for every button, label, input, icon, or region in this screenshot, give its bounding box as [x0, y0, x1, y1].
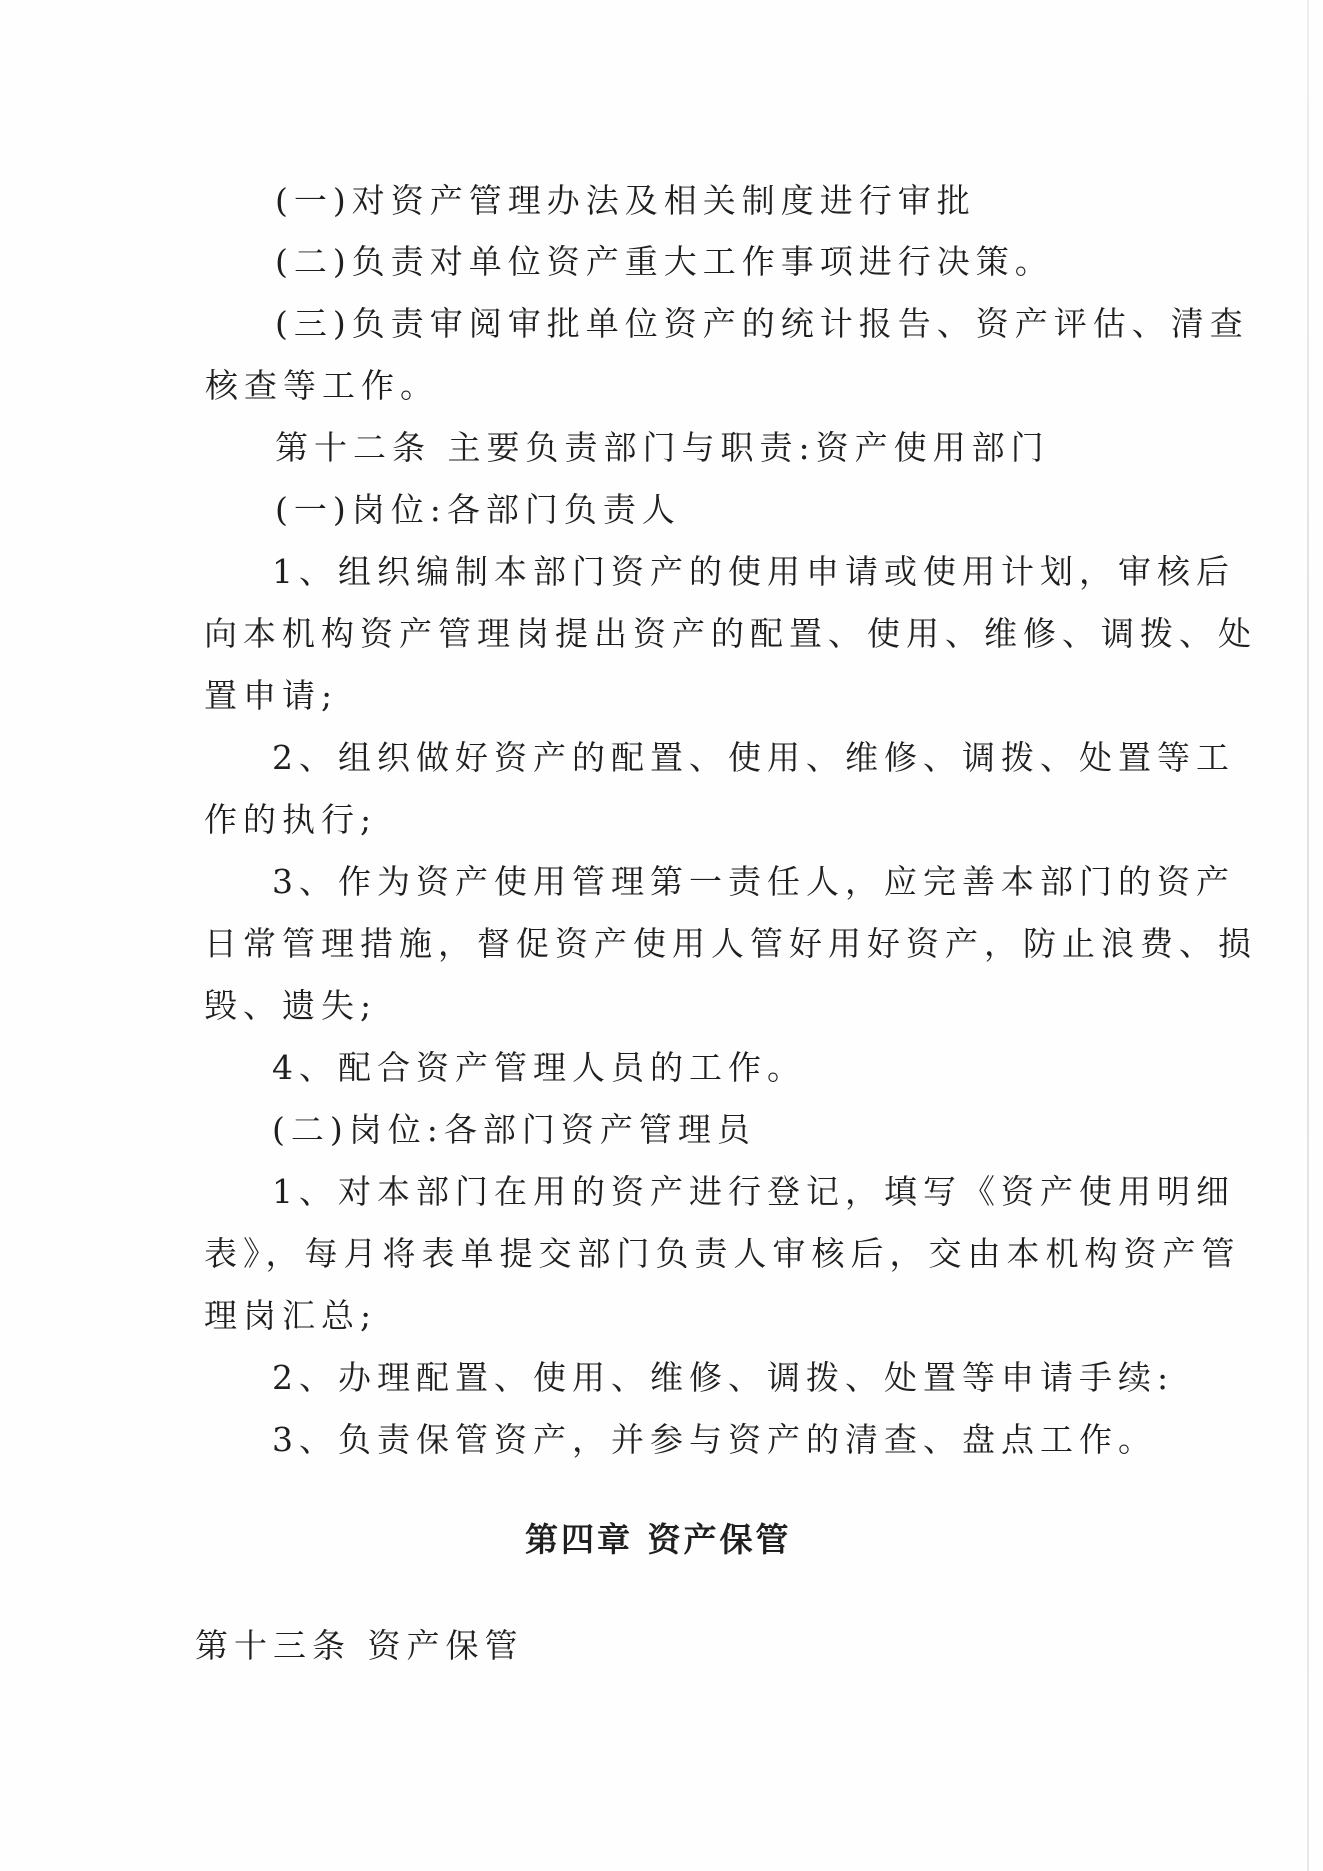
section-2-post-asset-admin: (二)岗位:各部门资产管理员: [272, 1110, 756, 1149]
chapter-4-heading: 第四章 资产保管: [525, 1520, 792, 1559]
item-1-approve-policies: (一)对资产管理办法及相关制度进行审批: [275, 181, 976, 220]
item-3-review-reports: (三)负责审阅审批单位资产的统计报告、资产评估、清查: [275, 304, 1249, 343]
duty-3-line-3: 毁、遗失;: [204, 986, 378, 1025]
duty-1-line-3: 置申请;: [204, 676, 339, 715]
section-1-post-dept-head: (一)岗位:各部门负责人: [275, 490, 681, 529]
admin-duty-1-line-2: 表》，每月将表单提交部门负责人审核后，交由本机构资产管: [204, 1234, 1241, 1273]
duty-1-compile-plans: 1、组织编制本部门资产的使用申请或使用计划，审核后: [272, 552, 1235, 591]
article-12-heading: 第十二条 主要负责部门与职责:资产使用部门: [275, 428, 1050, 467]
duty-1-line-2: 向本机构资产管理岗提出资产的配置、使用、维修、调拨、处: [204, 614, 1257, 653]
duty-4-cooperate: 4、配合资产管理人员的工作。: [272, 1048, 806, 1087]
admin-duty-3-safekeeping: 3、负责保管资产，并参与资产的清查、盘点工作。: [272, 1420, 1157, 1459]
scan-edge-shadow: [1307, 0, 1309, 1871]
duty-3-first-responsible: 3、作为资产使用管理第一责任人，应完善本部门的资产: [272, 862, 1235, 901]
item-3-continuation: 核查等工作。: [205, 366, 439, 405]
duty-2-execute: 2、组织做好资产的配置、使用、维修、调拨、处置等工: [272, 738, 1235, 777]
article-13-heading: 第十三条 资产保管: [195, 1626, 524, 1665]
duty-3-line-2: 日常管理措施，督促资产使用人管好用好资产，防止浪费、损: [204, 924, 1257, 963]
admin-duty-1-register: 1、对本部门在用的资产进行登记，填写《资产使用明细: [272, 1172, 1235, 1211]
duty-2-line-2: 作的执行;: [204, 800, 378, 839]
admin-duty-1-line-3: 理岗汇总;: [204, 1296, 378, 1335]
admin-duty-2-procedures: 2、办理配置、使用、维修、调拨、处置等申请手续:: [272, 1358, 1175, 1397]
item-2-decide-major-matters: (二)负责对单位资产重大工作事项进行决策。: [275, 242, 1054, 281]
